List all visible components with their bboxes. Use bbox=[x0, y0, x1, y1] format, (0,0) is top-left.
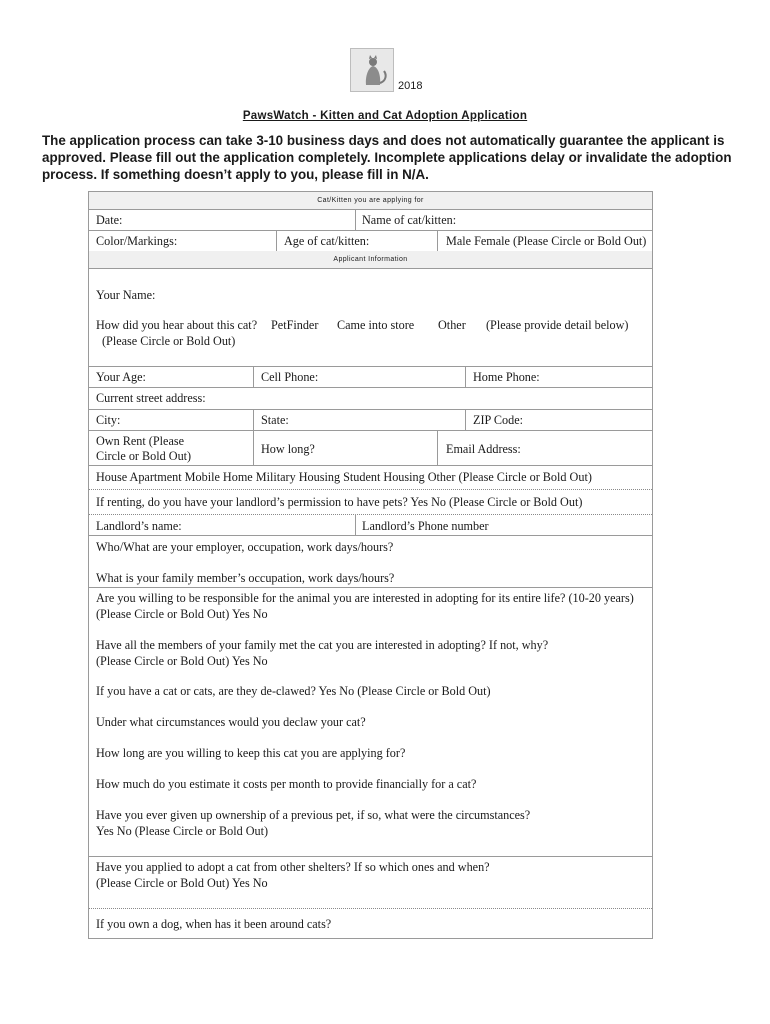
your-age-label: Your Age: bbox=[96, 370, 146, 384]
cat-age-label: Age of cat/kitten: bbox=[284, 234, 370, 248]
how-long-label: How long? bbox=[261, 442, 315, 456]
page-title: PawsWatch - Kitten and Cat Adoption Application bbox=[242, 110, 528, 122]
hear-question: How did you hear about this cat? bbox=[96, 318, 258, 332]
declaw-circumstances-question: Under what circumstances would you declaw your cat? bbox=[96, 715, 366, 729]
section-header-applicant: Applicant Information bbox=[89, 251, 652, 268]
hear-detail-note: (Please provide detail below) bbox=[486, 318, 629, 332]
your-name-label: Your Name: bbox=[96, 288, 156, 302]
hear-instruction: (Please Circle or Bold Out) bbox=[102, 334, 236, 348]
section-header-cat: Cat/Kitten you are applying for bbox=[89, 192, 652, 209]
family-occupation-question: What is your family member’s occupation, work days/hours? bbox=[96, 571, 395, 585]
given-up-answer[interactable]: Yes No (Please Circle or Bold Out) bbox=[96, 824, 269, 838]
cell-phone-label: Cell Phone: bbox=[261, 370, 319, 384]
dog-around-cats-question: If you own a dog, when has it been around cats? bbox=[96, 917, 332, 931]
landlord-name-label: Landlord’s name: bbox=[96, 519, 182, 533]
state-label: State: bbox=[261, 413, 289, 427]
family-met-answer[interactable]: (Please Circle or Bold Out) Yes No bbox=[96, 654, 268, 668]
given-up-question: Have you ever given up ownership of a previous pet, if so, what were the circumstances? bbox=[96, 808, 531, 822]
cat-sex-field[interactable]: Male Female (Please Circle or Bold Out) bbox=[446, 234, 647, 248]
application-form bbox=[88, 191, 653, 939]
responsibility-answer[interactable]: (Please Circle or Bold Out) Yes No bbox=[96, 607, 268, 621]
hear-option-other[interactable]: Other bbox=[438, 318, 466, 332]
employer-question: Who/What are your employer, occupation, work days/hours? bbox=[96, 540, 394, 554]
own-rent-field[interactable]: Own Rent (Please bbox=[96, 434, 185, 448]
home-phone-label: Home Phone: bbox=[473, 370, 540, 384]
keep-duration-question: How long are you willing to keep this cat you are applying for? bbox=[96, 746, 406, 760]
color-markings-label: Color/Markings: bbox=[96, 234, 178, 248]
other-shelters-answer[interactable]: (Please Circle or Bold Out) Yes No bbox=[96, 876, 268, 890]
cat-name-label: Name of cat/kitten: bbox=[362, 213, 457, 227]
intro-text: The application process can take 3-10 business days and does not automatically guarantee the applicant is approved. Please fill out the application completely. Incomplete applications delay or invalidate the adoption process. If something doesn’t apply to you, please fill in N/A. bbox=[42, 133, 732, 182]
form-year: 2018 bbox=[398, 80, 423, 92]
landlord-phone-label: Landlord’s Phone number bbox=[362, 519, 489, 533]
date-label: Date: bbox=[96, 213, 123, 227]
own-rent-instruction: Circle or Bold Out) bbox=[96, 449, 192, 463]
housing-type-field[interactable]: House Apartment Mobile Home Military Housing Student Housing Other (Please Circle or Bold Out) bbox=[96, 470, 592, 484]
street-address-label: Current street address: bbox=[96, 391, 206, 405]
hear-option-petfinder[interactable]: PetFinder bbox=[271, 318, 319, 332]
hear-option-store[interactable]: Came into store bbox=[337, 318, 415, 332]
zip-label: ZIP Code: bbox=[473, 413, 523, 427]
monthly-cost-question: How much do you estimate it costs per month to provide financially for a cat? bbox=[96, 777, 477, 791]
landlord-permission-question[interactable]: If renting, do you have your landlord’s permission to have pets? Yes No (Please Circle or Bold Out) bbox=[96, 495, 583, 509]
city-label: City: bbox=[96, 413, 121, 427]
declawed-question[interactable]: If you have a cat or cats, are they de-clawed? Yes No (Please Circle or Bold Out) bbox=[96, 684, 491, 698]
family-met-question: Have all the members of your family met the cat you are interested in adopting? If not, why? bbox=[96, 638, 549, 652]
email-label: Email Address: bbox=[446, 442, 521, 456]
other-shelters-question: Have you applied to adopt a cat from other shelters? If so which ones and when? bbox=[96, 860, 490, 874]
pawswatch-logo bbox=[350, 48, 394, 92]
responsibility-question: Are you willing to be responsible for the animal you are interested in adopting for its entire life? (10-20 years) bbox=[96, 591, 634, 605]
